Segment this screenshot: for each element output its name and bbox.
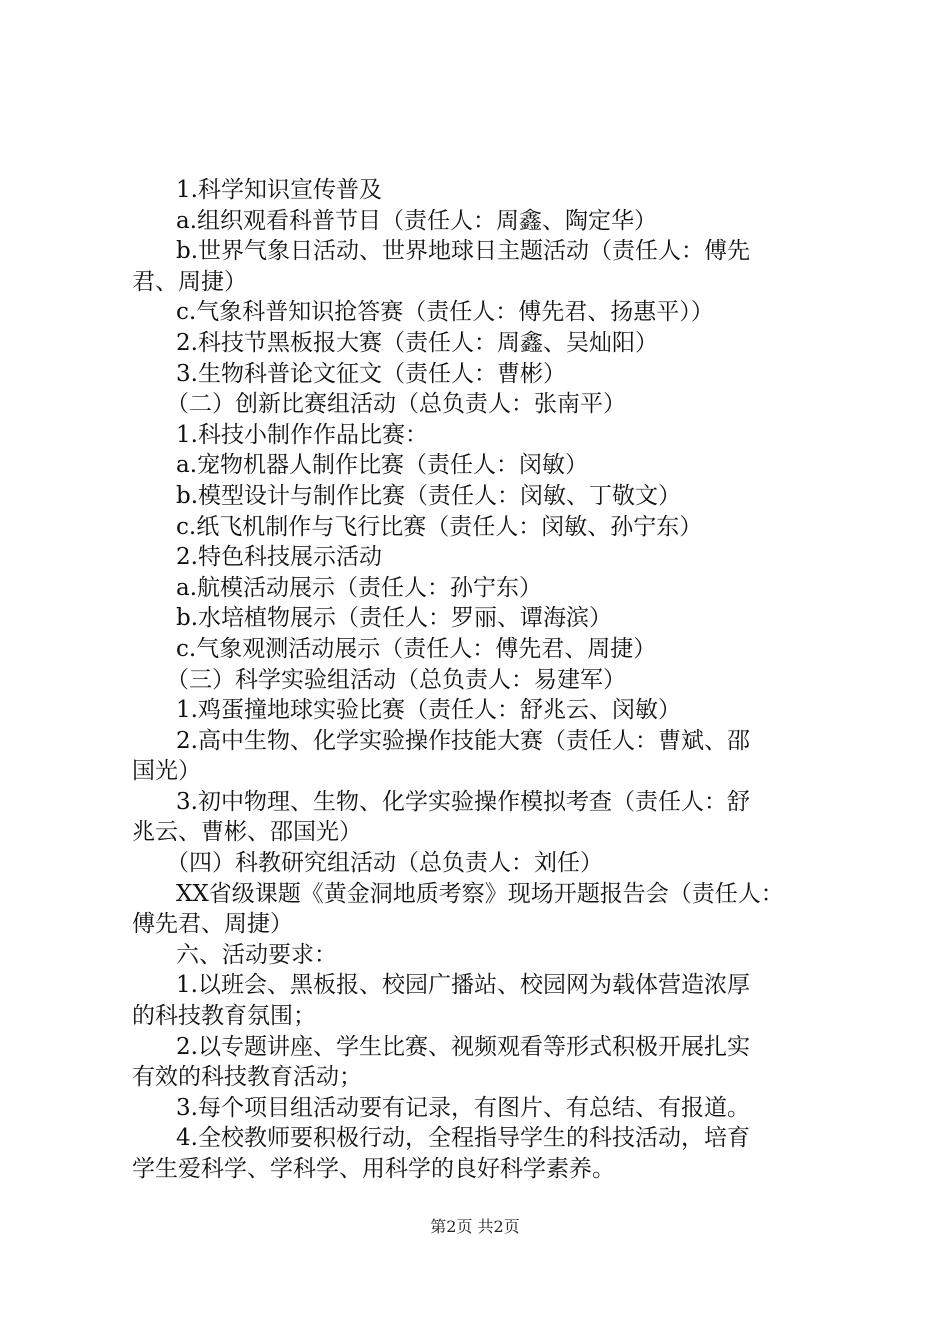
text-line: 3.初中物理、生物、化学实验操作模拟考查（责任人：舒: [176, 788, 750, 815]
text-line: 傅先君、周捷）: [132, 911, 293, 938]
text-line: 君、周捷）: [132, 268, 247, 295]
text-line: a.航模活动展示（责任人：孙宁东）: [176, 574, 543, 601]
text-line: 2.科技节黑板报大赛（责任人：周鑫、吴灿阳）: [176, 329, 658, 356]
document-body: [132, 175, 832, 1185]
text-line: c.气象观测活动展示（责任人：傅先君、周捷）: [176, 635, 657, 662]
text-line: 3.每个项目组活动要有记录，有图片、有总结、有报道。: [176, 1094, 750, 1121]
text-line: b.水培植物展示（责任人：罗丽、谭海滨）: [176, 605, 613, 632]
text-line: a.宠物机器人制作比赛（责任人：闵敏）: [176, 452, 589, 479]
text-line: 2.以专题讲座、学生比赛、视频观看等形式积极开展扎实: [176, 1033, 750, 1060]
text-line: c.气象科普知识抢答赛（责任人：傅先君、扬惠平））: [176, 299, 714, 326]
text-line: 4.全校教师要积极行动，全程指导学生的科技活动，培育: [176, 1125, 750, 1152]
text-line: b.模型设计与制作比赛（责任人：闵敏、丁敬文）: [176, 482, 682, 509]
text-line: 有效的科技教育活动；: [132, 1064, 362, 1091]
text-line: 1.鸡蛋撞地球实验比赛（责任人：舒兆云、闵敏）: [176, 697, 681, 724]
text-line: 3.生物科普论文征文（责任人：曹彬）: [176, 360, 566, 387]
text-line: c.纸飞机制作与飞行比赛（责任人：闵敏、孙宁东）: [176, 513, 703, 540]
text-line: 1.以班会、黑板报、校园广播站、校园网为载体营造浓厚: [176, 972, 750, 999]
text-line: 的科技教育氛围；: [132, 1003, 316, 1030]
text-line: 兆云、曹彬、邵国光）: [132, 819, 362, 846]
text-line: （三）科学实验组活动（总负责人：易建军）: [166, 666, 626, 693]
text-line: XX省级课题《黄金洞地质考察》现场开题报告会（责任人：: [176, 880, 784, 907]
page-footer: 第2页 共2页: [430, 1217, 520, 1236]
text-line: 1.科技小制作作品比赛：: [176, 421, 428, 448]
text-line: 1.科学知识宣传普及: [176, 177, 382, 203]
text-line: （二）创新比赛组活动（总负责人：张南平）: [166, 391, 626, 418]
text-line: 六、活动要求：: [176, 941, 337, 968]
text-line: 国光）: [132, 758, 201, 785]
text-line: 2.高中生物、化学实验操作技能大赛（责任人：曹斌、邵: [176, 727, 750, 754]
text-line: a.组织观看科普节目（责任人：周鑫、陶定华）: [176, 207, 658, 234]
text-line: 2.特色科技展示活动: [176, 544, 382, 571]
text-line: 学生爱科学、学科学、用科学的良好科学素养。: [132, 1156, 615, 1182]
text-line: b.世界气象日活动、世界地球日主题活动（责任人：傅先: [176, 238, 751, 265]
text-line: （四）科教研究组活动（总负责人：刘任）: [166, 850, 603, 877]
